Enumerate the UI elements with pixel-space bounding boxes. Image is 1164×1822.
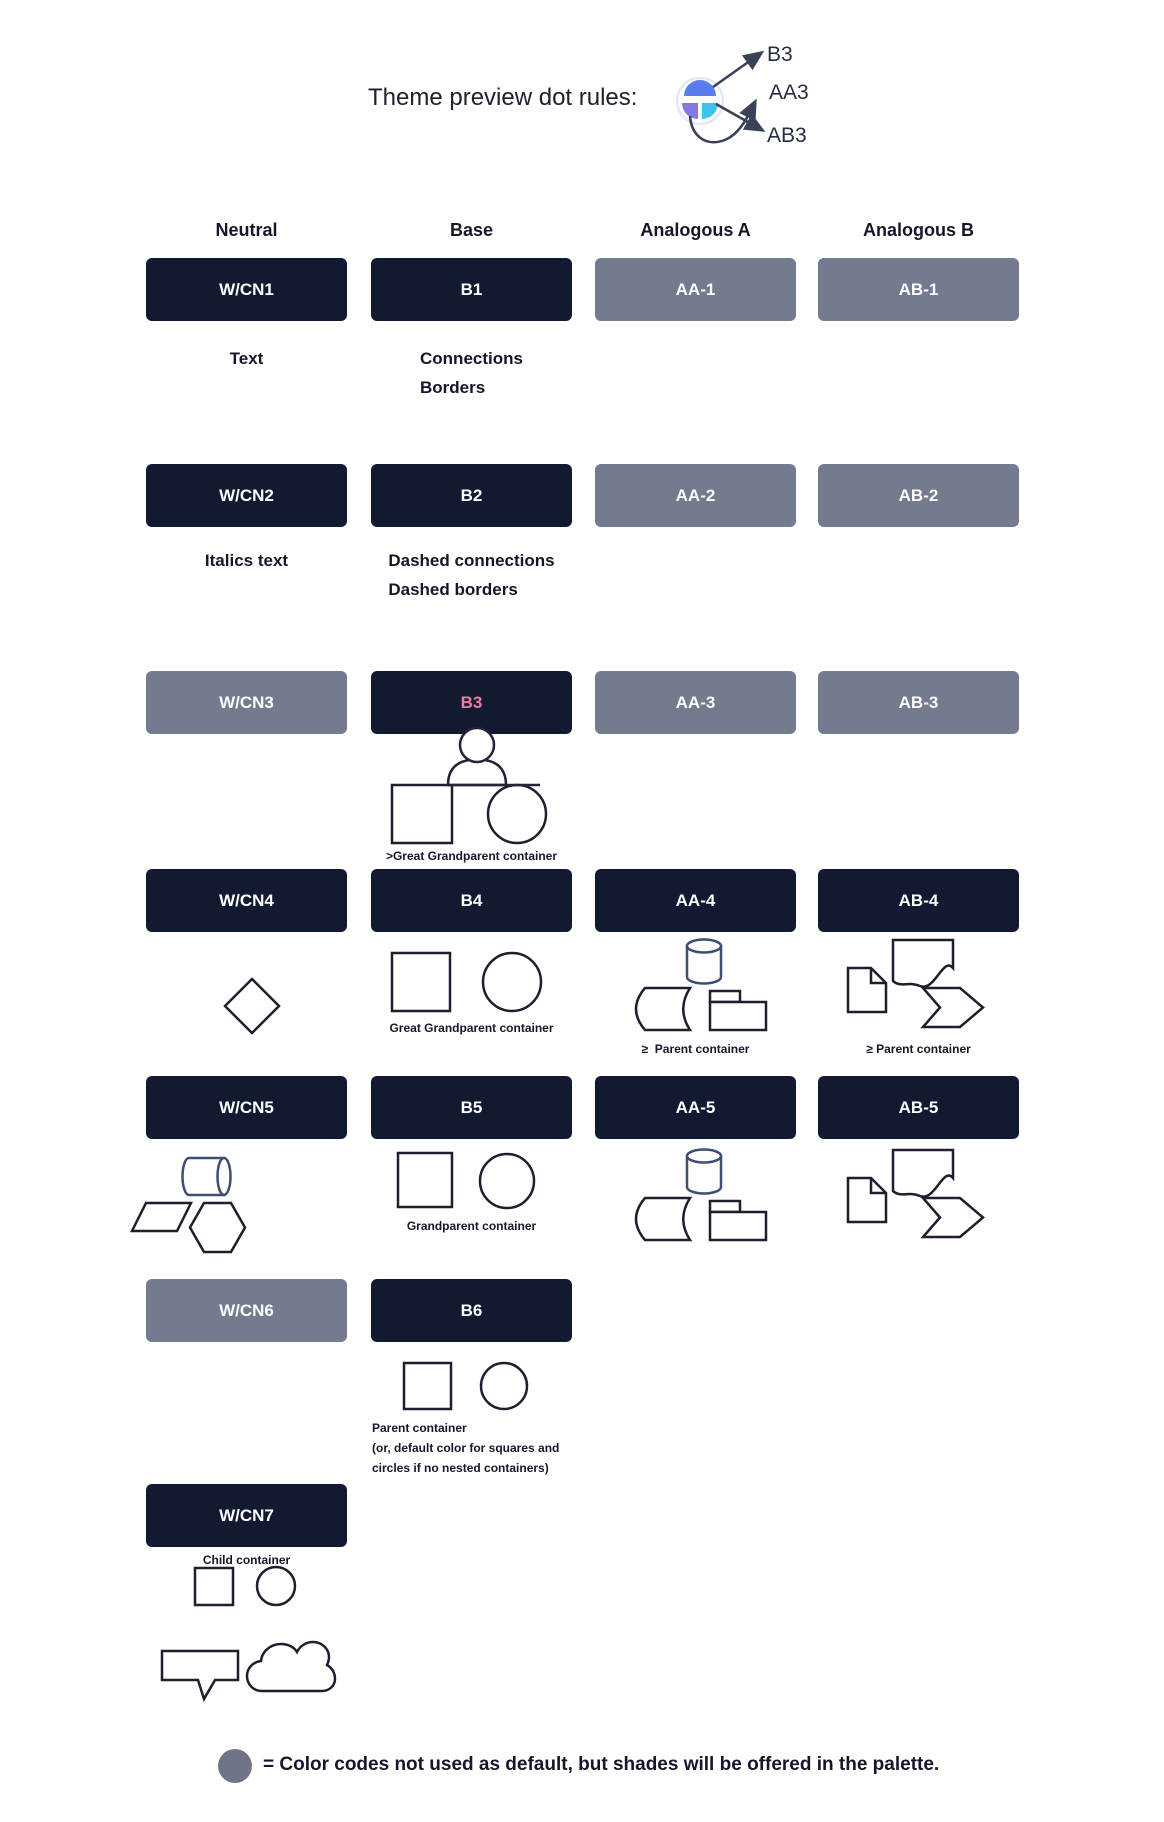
wcn4-shape-cluster (146, 975, 347, 1037)
wavy-document-shape (893, 1150, 953, 1197)
column-header-analogous-b: Analogous B (863, 220, 974, 240)
swatch-b4: B4 (371, 869, 572, 932)
wcn7-shape-cluster (146, 1560, 347, 1706)
caption-aa4-shapes: ≥ Parent container (641, 1042, 750, 1056)
chevron-shape (923, 1198, 983, 1237)
chevron-shape (923, 988, 983, 1027)
ab4-shape-cluster (818, 936, 1019, 1031)
cylinder-top (687, 1150, 721, 1163)
caption-italics-text: Italics text (204, 551, 289, 570)
ab5-shape-cluster (818, 1146, 1019, 1241)
swatch-ab3: AB-3 (818, 671, 1019, 734)
arrow-to-ab3 (716, 104, 762, 130)
swatch-ab2: AB-2 (818, 464, 1019, 527)
stored-data-shape (636, 1198, 690, 1240)
person-head-shape (460, 728, 494, 762)
parallelogram-shape (132, 1203, 191, 1231)
dot-target-label-b3: B3 (767, 43, 793, 66)
swatch-aa5: AA-5 (595, 1076, 796, 1139)
legend-dot (218, 1749, 252, 1783)
wavy-document-shape (893, 940, 953, 987)
caption-dashed-block (371, 546, 572, 604)
folder-body-shape (710, 1212, 766, 1240)
swatch-wcn2: W/CN2 (146, 464, 347, 527)
caption-dashed-borders: Dashed borders (388, 580, 518, 599)
circle-shape (488, 785, 546, 843)
folder-tab-shape (710, 1201, 740, 1212)
legend-text: = Color codes not used as default, but shades will be offered in the palette. (263, 1754, 940, 1775)
dot-target-label-aa3: AA3 (769, 81, 809, 104)
swatch-aa1: AA-1 (595, 258, 796, 321)
square-shape (392, 785, 452, 843)
swatch-aa3: AA-3 (595, 671, 796, 734)
caption-b5-shapes: Grandparent container (406, 1219, 537, 1233)
horizontal-cylinder-cap (218, 1158, 231, 1195)
column-header-base: Base (449, 220, 494, 240)
caption-dashed-connections: Dashed connections (388, 551, 555, 570)
swatch-aa2: AA-2 (595, 464, 796, 527)
caption-b6-block (372, 1418, 559, 1478)
cloud-shape (247, 1642, 335, 1691)
speech-bubble-shape (162, 1651, 238, 1699)
square-shape (392, 953, 450, 1011)
b6-shape-cluster (371, 1360, 572, 1413)
document-shape (848, 968, 886, 1012)
diagram-title: Theme preview dot rules: (368, 84, 638, 111)
folder-tab-shape (710, 991, 740, 1002)
swatch-b1: B1 (371, 258, 572, 321)
swatch-wcn1: W/CN1 (146, 258, 347, 321)
circle-shape (481, 1363, 527, 1409)
square-shape (404, 1363, 451, 1409)
swatch-wcn7: W/CN7 (146, 1484, 347, 1547)
swatch-ab1: AB-1 (818, 258, 1019, 321)
caption-b4-shapes: Great Grandparent container (389, 1021, 554, 1035)
folder-body-shape (710, 1002, 766, 1030)
swatch-b3: B3 (371, 671, 572, 734)
swatch-aa4: AA-4 (595, 869, 796, 932)
caption-b6-line3: circles if no nested containers) (372, 1461, 549, 1475)
column-header-neutral: Neutral (215, 220, 278, 240)
document-shape (848, 1178, 886, 1222)
cylinder-top (687, 940, 721, 953)
swatch-ab5: AB-5 (818, 1076, 1019, 1139)
diamond-shape (225, 979, 279, 1033)
swatch-ab4: AB-4 (818, 869, 1019, 932)
dot-target-label-ab3: AB3 (767, 124, 807, 147)
theme-preview-dot-diagram (655, 28, 775, 150)
caption-neutral-text: Text (229, 349, 264, 368)
swatch-wcn3: W/CN3 (146, 671, 347, 734)
caption-borders: Borders (420, 378, 486, 397)
swatch-b2: B2 (371, 464, 572, 527)
stored-data-shape (636, 988, 690, 1030)
square-shape (195, 1568, 233, 1605)
wcn5-shape-cluster (146, 1150, 347, 1256)
b4-shape-cluster (371, 948, 572, 1014)
hexagon-shape (190, 1203, 245, 1252)
circle-shape (257, 1567, 295, 1605)
caption-b6-line2: (or, default color for squares and (372, 1441, 560, 1455)
circle-shape (480, 1154, 534, 1208)
swatch-b6: B6 (371, 1279, 572, 1342)
swatch-b5: B5 (371, 1076, 572, 1139)
swatch-wcn5: W/CN5 (146, 1076, 347, 1139)
aa4-shape-cluster (595, 936, 796, 1034)
circle-shape (483, 953, 541, 1011)
b3-shape-cluster (371, 725, 572, 847)
b5-shape-cluster (371, 1148, 572, 1210)
caption-b6-line1: Parent container (372, 1421, 467, 1435)
column-header-analogous-a: Analogous A (640, 220, 751, 240)
caption-wcn7-shapes: Child container (202, 1553, 291, 1567)
caption-connections: Connections (420, 349, 523, 368)
person-body-shape (448, 760, 506, 785)
swatch-wcn4: W/CN4 (146, 869, 347, 932)
square-shape (398, 1153, 452, 1207)
aa5-shape-cluster (595, 1146, 796, 1244)
swatch-wcn6: W/CN6 (146, 1279, 347, 1342)
caption-b3-shapes: >Great Grandparent container (385, 849, 558, 863)
caption-ab4-shapes: ≥ Parent container (866, 1042, 971, 1056)
arrow-to-b3 (713, 53, 761, 87)
caption-base-connections-borders (371, 344, 572, 402)
